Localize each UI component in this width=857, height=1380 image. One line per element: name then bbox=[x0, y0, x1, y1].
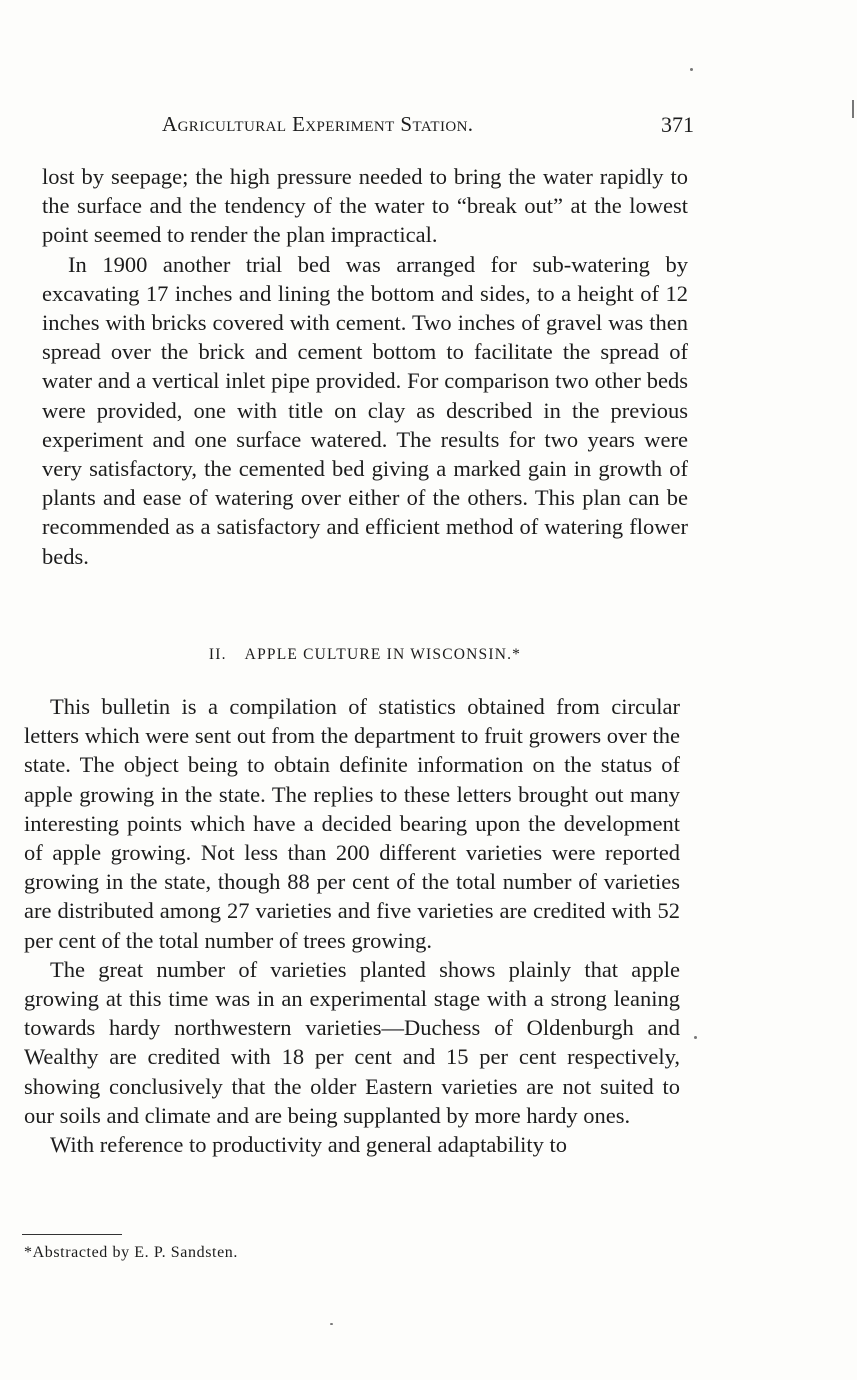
paragraph: lost by seepage; the high pressure needed to bring the water rapidly to the surface and the tendency of the water to “break out” at the lowest point seemed to render the plan impractical. bbox=[42, 164, 688, 248]
section-title: APPLE CULTURE IN WISCONSIN.* bbox=[244, 646, 522, 663]
scan-speck bbox=[330, 1323, 333, 1325]
footnote: *Abstracted by E. P. Sandsten. bbox=[24, 1244, 238, 1261]
page-number: 371 bbox=[661, 112, 694, 137]
section-1-body bbox=[42, 162, 688, 571]
section-2-body bbox=[24, 692, 680, 1159]
section-heading bbox=[42, 646, 688, 664]
paragraph: In 1900 another trial bed was arranged for sub-watering by excavating 17 inches and lining the bottom and sides, to a height of 12 inches with bricks covered with cement. Two inches of gravel was then spread over the brick and cement bottom to facilitate the spread of water and a vertical inlet pipe provided. For comparison two other beds were provided, one with title on clay as described in the previous experiment and one surface watered. The results for two years were very satisfactory, the cemented bed giving a marked gain in growth of plants and ease of watering over either of the others. This plan can be recommended as a satisfactory and efficient method of watering flower beds. bbox=[42, 251, 688, 569]
scan-speck bbox=[852, 100, 854, 118]
page-header bbox=[44, 112, 694, 146]
paragraph: The great number of varieties planted shows plainly that apple growing at this time was in an experimental stage with a strong leaning towards hardy northwestern varieties—Duchess of Oldenburgh and Wealthy are credited with 18 per cent and 15 per cent respectively, showing conclusively that the older Eastern varieties are not suited to our soils and climate and are being supplanted by more hardy ones. bbox=[24, 956, 680, 1128]
scan-speck bbox=[694, 1036, 697, 1039]
section-number: II. bbox=[208, 646, 227, 663]
scan-speck bbox=[690, 68, 693, 71]
running-title: Agricultural Experiment Station. bbox=[162, 112, 474, 136]
footnote-divider bbox=[22, 1234, 122, 1235]
paragraph: This bulletin is a compilation of statistics obtained from circular letters which were sent out from the department to fruit growers over the state. The object being to obtain definite information on the status of apple growing in the state. The replies to these letters brought out many interesting points which have a decided bearing upon the development of apple growing. Not less than 200 different varieties were reported growing in the state, though 88 per cent of the total number of varieties are distributed among 27 varieties and five varieties are credited with 52 per cent of the total number of trees growing. bbox=[24, 694, 680, 953]
paragraph: With reference to productivity and general adaptability to bbox=[50, 1132, 568, 1158]
